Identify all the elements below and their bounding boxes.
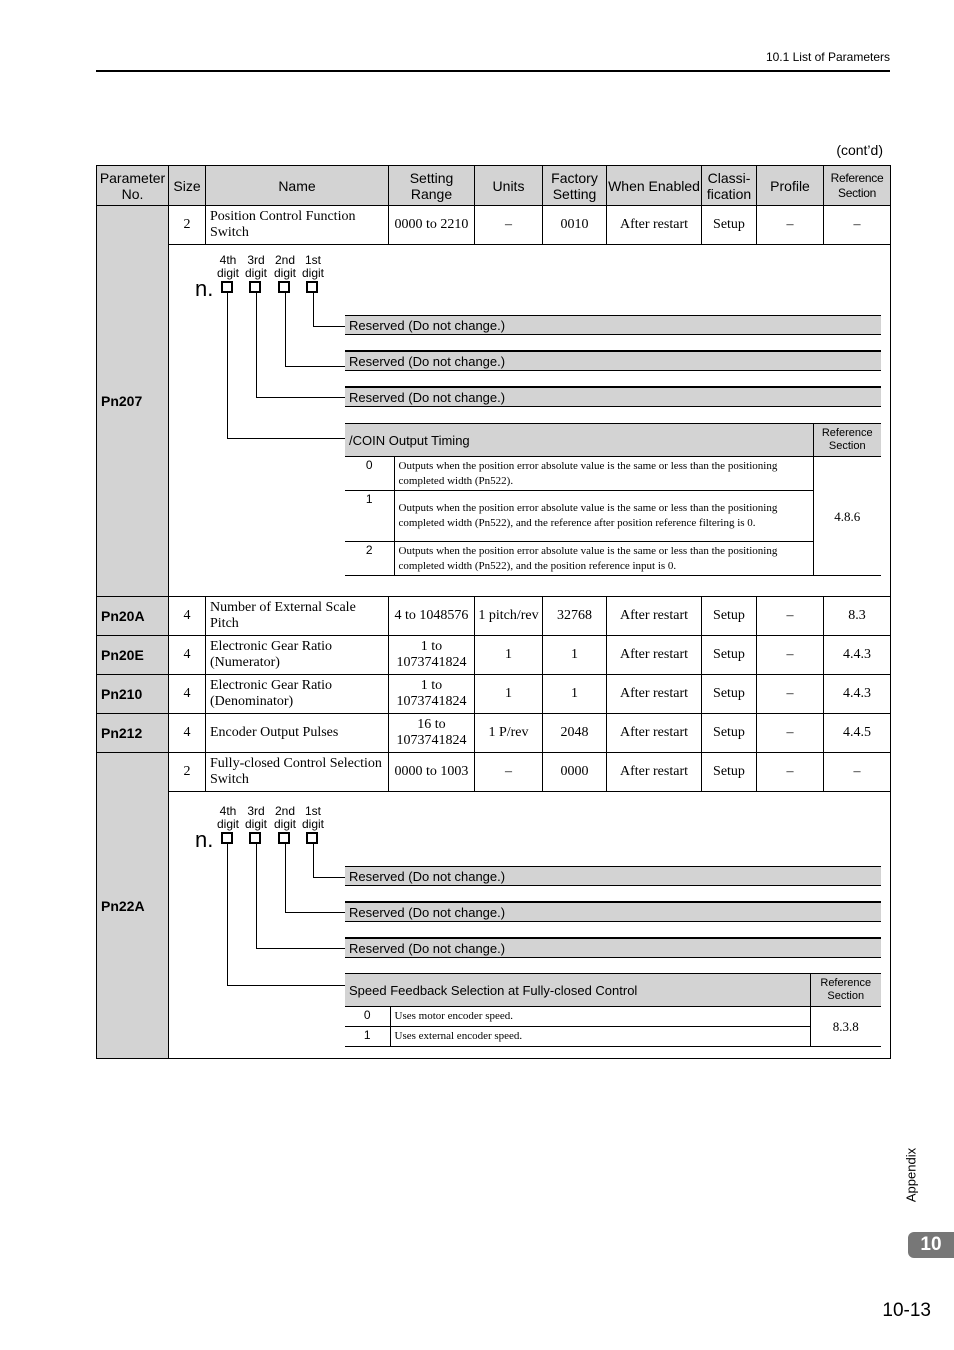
col-header-factory: Factory Setting [543,166,607,206]
factory-cell: 1 [543,636,607,675]
factory-cell: 1 [543,675,607,714]
digit-label-3rd: 3rd digit [244,253,267,280]
range-cell: 1 to 1073741824 [389,636,475,675]
factory-cell: 0010 [543,206,607,245]
digit-box-3 [249,281,261,293]
digit-label-1st: 1st digit [301,804,324,831]
connector-line [285,293,286,366]
connector-line [285,844,286,912]
col-header-size: Size [169,166,206,206]
name-cell: Electronic Gear Ratio (Numerator) [206,636,389,675]
class-cell: Setup [702,675,757,714]
digit-box-3 [249,832,261,844]
table-row [97,753,891,792]
connector-line [227,293,228,438]
col-header-profile: Profile [757,166,824,206]
ref-cell: 4.4.3 [824,675,891,714]
option-desc: Uses motor encoder speed. [390,1007,810,1027]
connector-line [285,912,345,913]
connector-line [227,844,228,985]
param-no: Pn210 [97,675,169,714]
profile-cell: – [757,597,824,636]
ref-cell: – [824,206,891,245]
col-header-range: Setting Range [389,166,475,206]
ref-cell: 8.3 [824,597,891,636]
running-header: 10.1 List of Parameters [765,50,890,64]
when-cell: After restart [607,636,702,675]
digit-box-1 [306,281,318,293]
range-cell: 1 to 1073741824 [389,675,475,714]
units-cell: – [475,206,543,245]
table-row [97,206,891,245]
param-no: Pn20A [97,597,169,636]
range-cell: 4 to 1048576 [389,597,475,636]
class-cell: Setup [702,597,757,636]
profile-cell: – [757,675,824,714]
connector-line [313,293,314,326]
units-cell: – [475,753,543,792]
digit-label-3rd: 3rd digit [244,804,267,831]
table-row [97,675,891,714]
factory-cell: 0000 [543,753,607,792]
range-cell: 0000 to 1003 [389,753,475,792]
connector-line [256,293,257,397]
reserved-bar-2nd: Reserved (Do not change.) [345,351,881,371]
option-desc: Outputs when the position error absolute value is the same or less than the positioning completed width (Pn522). [394,457,813,491]
units-cell: 1 [475,636,543,675]
when-cell: After restart [607,206,702,245]
continued-label: (cont’d) [836,142,883,158]
option-value: 2 [345,542,394,576]
class-cell: Setup [702,206,757,245]
parameter-table [96,165,891,1059]
param-no: Pn20E [97,636,169,675]
digit-label-2nd: 2nd digit [273,253,296,280]
units-cell: 1 pitch/rev [475,597,543,636]
profile-cell: – [757,206,824,245]
page-number: 10-13 [882,1300,931,1321]
size-cell: 4 [169,597,206,636]
name-cell: Position Control Function Switch [206,206,389,245]
name-cell: Electronic Gear Ratio (Denominator) [206,675,389,714]
connector-line [313,877,345,878]
name-cell: Number of External Scale Pitch [206,597,389,636]
when-cell: After restart [607,753,702,792]
digit-box-4 [221,832,233,844]
class-cell: Setup [702,714,757,753]
option-ref: 8.3.8 [810,1007,881,1047]
factory-cell: 32768 [543,597,607,636]
ref-cell: – [824,753,891,792]
option-value: 0 [345,1007,390,1027]
header-rule [96,70,890,72]
coin-timing-table [345,423,881,576]
n-prefix: n. [195,827,214,852]
digit-box-1 [306,832,318,844]
appendix-side-label [896,1145,926,1205]
profile-cell: – [757,753,824,792]
size-cell: 4 [169,636,206,675]
option-desc: Uses external encoder speed. [390,1027,810,1047]
table-row [97,636,891,675]
name-cell: Fully-closed Control Selection Switch [206,753,389,792]
col-header-when: When Enabled [607,166,702,206]
n-prefix: n. [195,276,214,301]
coin-timing-title: /COIN Output Timing [345,424,813,457]
ref-section-header: Reference Section [810,974,881,1007]
digit-label-1st: 1st digit [301,253,324,280]
digit-box-2 [278,281,290,293]
units-cell: 1 [475,675,543,714]
ref-section-header: Reference Section [813,424,881,457]
when-cell: After restart [607,714,702,753]
param-no: Pn212 [97,714,169,753]
option-desc: Outputs when the position error absolute value is the same or less than the positioning completed width (Pn522), and the reference after position reference filtering is 0. [394,491,813,542]
reserved-bar-1st: Reserved (Do not change.) [345,315,881,335]
size-cell: 4 [169,675,206,714]
chapter-tab: 10 [908,1232,954,1258]
connector-line [313,844,314,877]
speed-feedback-title: Speed Feedback Selection at Fully-closed Control [345,974,810,1007]
option-value: 1 [345,491,394,542]
col-header-param: Parameter No. [97,166,169,206]
col-header-class: Classi- fication [702,166,757,206]
connector-line [227,438,345,439]
col-header-units: Units [475,166,543,206]
param-no: Pn207 [97,206,169,597]
class-cell: Setup [702,753,757,792]
class-cell: Setup [702,636,757,675]
ref-cell: 4.4.5 [824,714,891,753]
when-cell: After restart [607,597,702,636]
range-cell: 0000 to 2210 [389,206,475,245]
option-ref: 4.8.6 [813,457,881,576]
digit-label-4th: 4th digit [216,804,239,831]
connector-line [285,366,345,367]
connector-line [256,844,257,948]
profile-cell: – [757,714,824,753]
digit-label-4th: 4th digit [216,253,239,280]
when-cell: After restart [607,675,702,714]
table-row [97,597,891,636]
connector-line [227,985,345,986]
units-cell: 1 P/rev [475,714,543,753]
col-header-ref: Reference Section [824,166,891,206]
col-header-name: Name [206,166,389,206]
range-cell: 16 to 1073741824 [389,714,475,753]
table-row [97,714,891,753]
reserved-bar-3rd: Reserved (Do not change.) [345,387,881,407]
ref-cell: 4.4.3 [824,636,891,675]
connector-line [256,948,345,949]
param-no: Pn22A [97,753,169,1059]
size-cell: 4 [169,714,206,753]
profile-cell: – [757,636,824,675]
reserved-bar-1st: Reserved (Do not change.) [345,866,881,886]
digit-box-2 [278,832,290,844]
size-cell: 2 [169,206,206,245]
speed-feedback-table [345,973,881,1047]
factory-cell: 2048 [543,714,607,753]
size-cell: 2 [169,753,206,792]
name-cell: Encoder Output Pulses [206,714,389,753]
connector-line [313,326,345,327]
option-desc: Outputs when the position error absolute value is the same or less than the positioning completed width (Pn522), and the position reference input is 0. [394,542,813,576]
reserved-bar-2nd: Reserved (Do not change.) [345,902,881,922]
option-value: 0 [345,457,394,491]
option-value: 1 [345,1027,390,1047]
table-header-row [97,166,891,206]
digit-box-4 [221,281,233,293]
appendix-text: Appendix [903,1147,919,1203]
connector-line [256,397,345,398]
reserved-bar-3rd: Reserved (Do not change.) [345,938,881,958]
digit-label-2nd: 2nd digit [273,804,296,831]
